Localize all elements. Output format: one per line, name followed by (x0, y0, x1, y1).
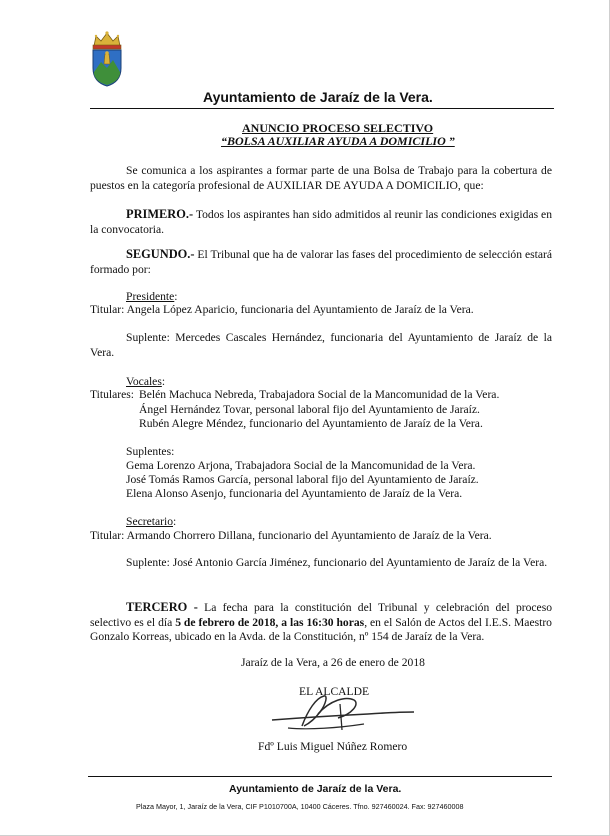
place-date: Jaraíz de la Vera, a 26 de enero de 2018 (241, 656, 425, 669)
segundo-label: SEGUNDO.- (126, 247, 195, 261)
tercero-text-b: , en el Salón de Actos del I.E.S. Maestro Gonzalo Korreas, ubicado en la Avda. de la Constitución, nº 154 de Jaraíz de la Vera. (90, 615, 552, 643)
vocal-titular-2: Ángel Hernández Tovar, personal laboral fijo del Ayuntamiento de Jaraíz. (139, 403, 480, 416)
vocal-suplente-1: Gema Lorenzo Arjona, Trabajadora Social de la Mancomunidad de la Vera. (126, 459, 476, 472)
secretario-suplente: Suplente: José Antonio García Jiménez, funcionario del Ayuntamiento de Jaraíz de la Vera. (126, 556, 548, 569)
coat-of-arms-icon (88, 30, 126, 88)
footer-rule (88, 776, 552, 777)
tercero-paragraph (90, 600, 552, 645)
secretario-heading-text: Secretario (126, 515, 173, 528)
presidente-titular: Titular: Angela López Aparicio, funcionaria del Ayuntamiento de Jaraíz de la Vera. (90, 303, 474, 316)
signature-icon (268, 690, 418, 736)
footer-org: Ayuntamiento de Jaraíz de la Vera. (229, 783, 402, 795)
vocal-titular-1: Belén Machuca Nebreda, Trabajadora Social de la Mancomunidad de la Vera. (139, 388, 500, 401)
primero-text: Todos los aspirantes han sido admitidos al reunir las condiciones exigidas en la convocatoria. (90, 208, 552, 236)
vocales-titulares-label: Titulares: (90, 388, 135, 401)
vocales-heading-text: Vocales (126, 375, 162, 388)
segundo-text: El Tribunal que ha de valorar las fases del procedimiento de selección estará formado por: (90, 248, 552, 276)
primero-paragraph (90, 207, 552, 237)
intro-paragraph (90, 164, 552, 193)
announcement-title: ANUNCIO PROCESO SELECTIVO (242, 121, 434, 135)
secretario-heading (126, 515, 176, 529)
announcement-subtitle: “BOLSA AUXILIAR AYUDA A DOMICILIO ” (221, 134, 455, 148)
presidente-heading (126, 290, 178, 304)
tercero-date: 5 de febrero de 2018, a las 16:30 horas (175, 615, 365, 629)
vocal-titular-3: Rubén Alegre Méndez, funcionario del Ayuntamiento de Jaraíz de la Vera. (139, 417, 483, 430)
primero-label: PRIMERO.- (126, 207, 194, 221)
secretario-colon: : (173, 515, 177, 528)
vocales-colon: : (161, 375, 166, 388)
intro-text: Se comunica a los aspirantes a formar parte de una Bolsa de Trabajo para la cobertura de puestos en la categoría profesional de AUXILIAR DE AYUDA A DOMICILIO, que: (90, 164, 552, 192)
vocal-suplente-2: José Tomás Ramos García, personal laboral fijo del Ayuntamiento de Jaraíz. (126, 473, 479, 486)
tercero-text-a: La fecha para la constitución del Tribunal y celebración del proceso selectivo es el día (90, 601, 553, 629)
footer-address: Plaza Mayor, 1, Jaraíz de la Vera, CIF P1010700A, 10400 Cáceres. Tfno. 927460024. Fax: 927460008 (136, 802, 464, 811)
header-org: Ayuntamiento de Jaraíz de la Vera. (203, 89, 433, 105)
presidente-heading-text: Presidente (126, 290, 175, 303)
vocales-suplentes-label: Suplentes: (126, 445, 175, 458)
presidente-suplente: Suplente: Mercedes Cascales Hernández, funcionaria del Ayuntamiento de Jaraíz de la Vera. (90, 331, 552, 359)
presidente-colon: : (174, 290, 178, 303)
vocal-suplente-3: Elena Alonso Asenjo, funcionaria del Ayuntamiento de Jaraíz de la Vera. (126, 487, 463, 500)
secretario-titular: Titular: Armando Chorrero Dillana, funcionario del Ayuntamiento de Jaraíz de la Vera. (90, 529, 492, 542)
header-rule (90, 108, 554, 109)
vocales-heading (126, 375, 165, 389)
signature-role: EL ALCALDE (299, 685, 370, 698)
tercero-label: TERCERO - (126, 600, 198, 614)
segundo-paragraph (90, 247, 552, 277)
signature-name: Fdº Luis Miguel Núñez Romero (258, 740, 408, 753)
